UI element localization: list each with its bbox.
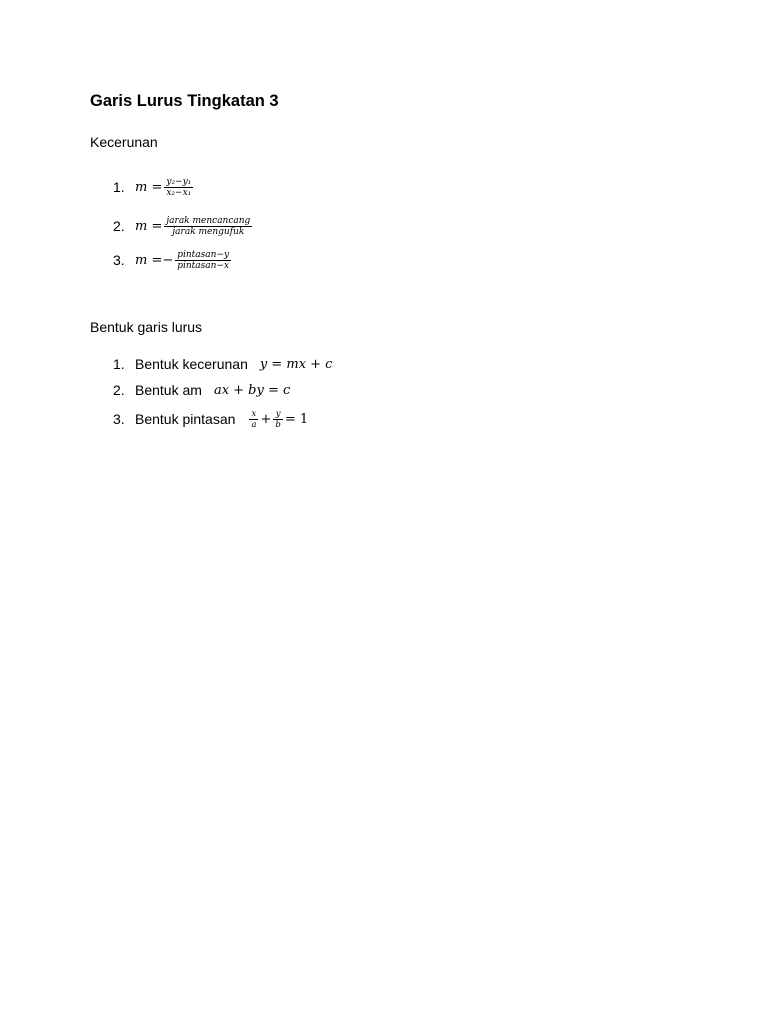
fraction-numerator: jarak mencancang	[166, 215, 251, 226]
section-heading-bentuk-garis-lurus: Bentuk garis lurus	[90, 319, 203, 335]
formula-lhs: m =	[135, 179, 163, 195]
list-number: 2.	[113, 382, 125, 398]
formula	[135, 177, 195, 198]
document-title: Garis Lurus Tingkatan 3	[90, 92, 279, 110]
line-form-label: Bentuk pintasan	[135, 411, 236, 427]
fraction	[164, 216, 252, 237]
fraction	[175, 250, 231, 271]
fraction-numerator: pintasan−y	[177, 249, 230, 260]
gradient-formula-2	[113, 211, 254, 241]
line-form-2	[113, 375, 290, 405]
list-number: 2.	[113, 218, 125, 234]
fraction-denominator: x₂−x₁	[166, 187, 192, 198]
fraction-denominator: pintasan−x	[177, 260, 230, 271]
equation-rhs: = 1	[284, 411, 309, 427]
section-heading-kecerunan: Kecerunan	[90, 134, 158, 150]
fraction-numerator: x	[251, 408, 257, 419]
fraction	[273, 409, 282, 430]
line-form-label: Bentuk am	[135, 382, 202, 398]
gradient-formula-3	[113, 245, 233, 275]
line-form-label: Bentuk kecerunan	[135, 356, 248, 372]
fraction-denominator: jarak mengufuk	[172, 226, 245, 237]
formula-lhs: m =−	[135, 252, 174, 268]
list-number: 3.	[113, 252, 125, 268]
plus-sign: +	[260, 411, 272, 427]
equation: y = mx + c	[259, 356, 333, 372]
equation	[247, 409, 308, 430]
list-number: 1.	[113, 356, 125, 372]
fraction-numerator: y	[275, 408, 281, 419]
fraction-denominator: b	[275, 419, 281, 430]
formula	[135, 250, 233, 271]
gradient-formula-1	[113, 172, 195, 202]
list-number: 1.	[113, 179, 125, 195]
fraction	[249, 409, 258, 430]
fraction-denominator: a	[251, 419, 257, 430]
fraction	[164, 177, 193, 198]
fraction-numerator: y₂−y₁	[166, 176, 192, 187]
list-number: 3.	[113, 411, 125, 427]
formula-lhs: m =	[135, 218, 163, 234]
equation: ax + by = c	[213, 382, 291, 398]
formula	[135, 216, 254, 237]
line-form-3	[113, 404, 308, 434]
